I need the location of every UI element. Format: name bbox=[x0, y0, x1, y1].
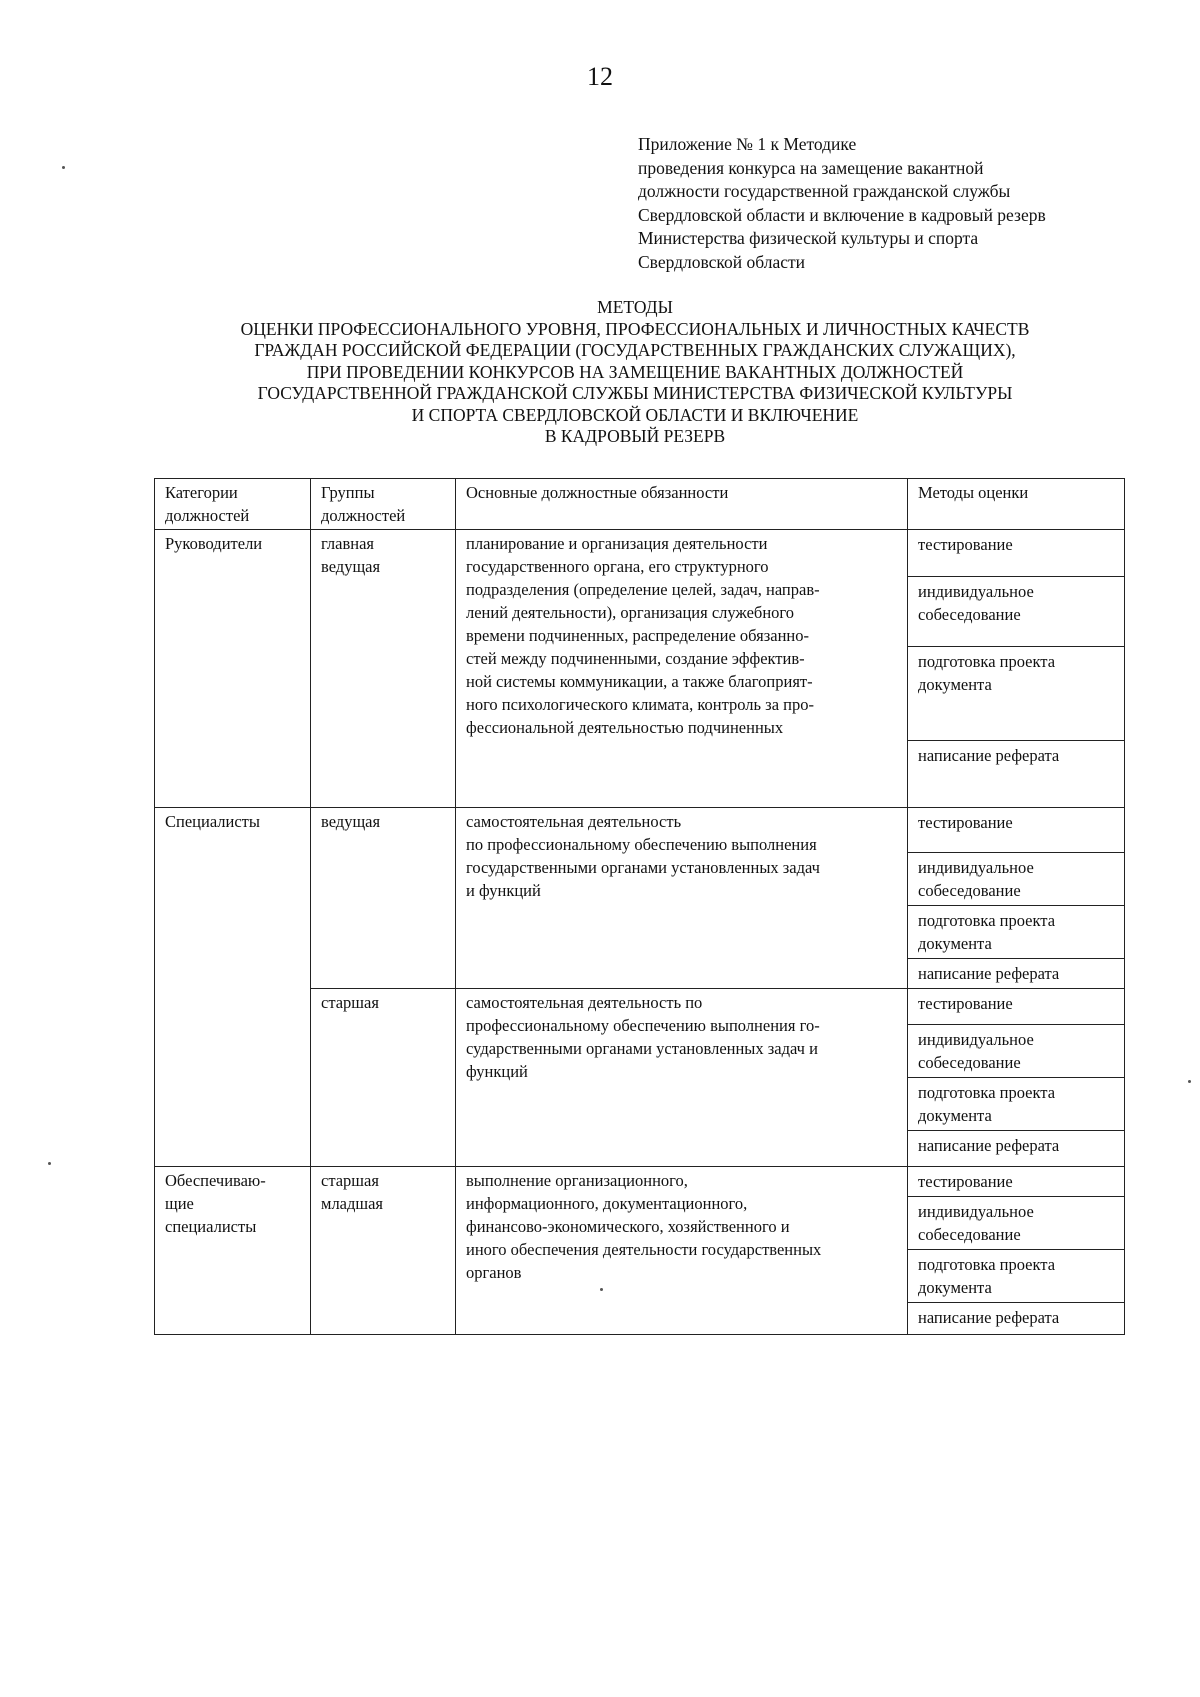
method-item: тестирование bbox=[908, 1167, 1124, 1197]
appendix-note bbox=[638, 133, 1046, 274]
method-item: тестирование bbox=[908, 808, 1124, 853]
appendix-line: должности государственной гражданской службы bbox=[638, 181, 1011, 201]
method-item: подготовка проекта документа bbox=[908, 1078, 1124, 1131]
responsibilities-cell: выполнение организационного, информационного, документационного, финансово-экономического, хозяйственного и иного обеспечения деятельности государственных органов bbox=[456, 1167, 908, 1335]
methods-cell bbox=[908, 808, 1125, 989]
method-item: написание реферата bbox=[918, 1136, 1060, 1155]
method-item: тестирование bbox=[908, 530, 1124, 577]
scan-speck bbox=[62, 166, 65, 169]
header-methods: Методы оценки bbox=[908, 479, 1125, 530]
document-title bbox=[0, 297, 1200, 448]
methods-cell bbox=[908, 1167, 1125, 1335]
group-cell: главная ведущая bbox=[311, 530, 456, 808]
method-item: написание реферата bbox=[918, 746, 1060, 765]
method-item: написание реферата bbox=[918, 1308, 1060, 1327]
table-row bbox=[155, 808, 1125, 989]
table-row bbox=[155, 1167, 1125, 1335]
title-line: В КАДРОВЫЙ РЕЗЕРВ bbox=[544, 426, 726, 446]
method-item: подготовка проекта документа bbox=[908, 647, 1124, 741]
appendix-line: Свердловской области bbox=[638, 251, 806, 272]
title-line: ГОСУДАРСТВЕННОЙ ГРАЖДАНСКОЙ СЛУЖБЫ МИНИСТЕРСТВА ФИЗИЧЕСКОЙ КУЛЬТУРЫ bbox=[257, 383, 1013, 403]
category-cell: Руководители bbox=[155, 530, 311, 808]
category-cell: Специалисты bbox=[155, 808, 311, 1167]
responsibilities-cell: самостоятельная деятельность по профессиональному обеспечению выполнения государственными органами установленных задач и функций bbox=[456, 808, 908, 989]
group-cell: старшая младшая bbox=[311, 1167, 456, 1335]
appendix-line: Министерства физической культуры и спорта bbox=[638, 228, 979, 248]
method-item: индивидуальное собеседование bbox=[908, 853, 1124, 906]
methods-table bbox=[154, 478, 1125, 1335]
title-line: И СПОРТА СВЕРДЛОВСКОЙ ОБЛАСТИ И ВКЛЮЧЕНИЕ bbox=[411, 404, 859, 425]
methods-cell bbox=[908, 530, 1125, 808]
header-group: Группы должностей bbox=[311, 479, 456, 530]
responsibilities-cell: планирование и организация деятельности государственного органа, его структурного подразделения (определение целей, задач, направ- лений деятельности), организация служебного времени подчиненных, распределение обязанно- стей между подчиненными, создание эффектив- ной системы коммуникации, а также благоприят- ного психологического климата, контроль за про- фессиональной деятельностью подчиненных bbox=[456, 530, 908, 808]
category-cell: Обеспечиваю- щие специалисты bbox=[155, 1167, 311, 1335]
header-category: Категории должностей bbox=[155, 479, 311, 530]
method-item: написание реферата bbox=[918, 964, 1060, 983]
method-item: индивидуальное собеседование bbox=[908, 1197, 1124, 1250]
group-cell: старшая bbox=[311, 989, 456, 1167]
methods-cell bbox=[908, 989, 1125, 1167]
table-row bbox=[155, 530, 1125, 808]
responsibilities-cell: самостоятельная деятельность по профессиональному обеспечению выполнения го- сударственными органами установленных задач и функций bbox=[456, 989, 908, 1167]
title-line: ПРИ ПРОВЕДЕНИИ КОНКУРСОВ НА ЗАМЕЩЕНИЕ ВАКАНТНЫХ ДОЛЖНОСТЕЙ bbox=[306, 361, 964, 382]
group-cell: ведущая bbox=[311, 808, 456, 989]
appendix-line: Приложение № 1 к Методике bbox=[638, 134, 857, 154]
title-line: ГРАЖДАН РОССИЙСКОЙ ФЕДЕРАЦИИ (ГОСУДАРСТВЕННЫХ ГРАЖДАНСКИХ СЛУЖАЩИХ), bbox=[254, 340, 1016, 360]
scan-speck bbox=[1188, 1080, 1191, 1083]
scan-speck bbox=[48, 1162, 51, 1165]
table-header-row bbox=[155, 479, 1125, 530]
method-item: подготовка проекта документа bbox=[908, 1250, 1124, 1303]
title-line: МЕТОДЫ bbox=[597, 297, 673, 317]
method-item: тестирование bbox=[908, 989, 1124, 1025]
header-responsibilities: Основные должностные обязанности bbox=[456, 479, 908, 530]
scan-speck bbox=[600, 1288, 603, 1291]
appendix-line: Свердловской области и включение в кадровый резерв bbox=[638, 204, 1046, 225]
method-item: индивидуальное собеседование bbox=[908, 577, 1124, 647]
method-item: подготовка проекта документа bbox=[908, 906, 1124, 959]
page-number: 12 bbox=[587, 62, 613, 91]
appendix-line: проведения конкурса на замещение вакантной bbox=[638, 157, 984, 178]
method-item: индивидуальное собеседование bbox=[908, 1025, 1124, 1078]
title-line: ОЦЕНКИ ПРОФЕССИОНАЛЬНОГО УРОВНЯ, ПРОФЕССИОНАЛЬНЫХ И ЛИЧНОСТНЫХ КАЧЕСТВ bbox=[240, 318, 1030, 339]
